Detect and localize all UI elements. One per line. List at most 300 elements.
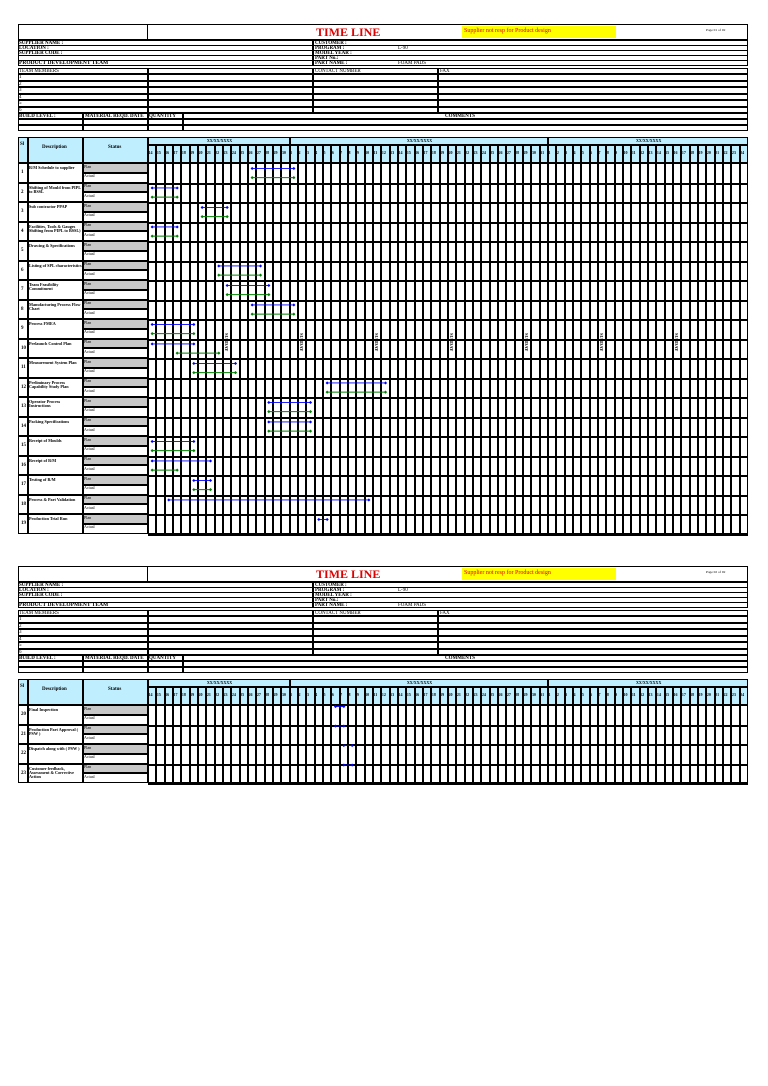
label-program: PROGRAM : [315, 587, 345, 593]
milestone-marker [234, 371, 237, 374]
milestone-marker [267, 410, 270, 413]
day-number: 22 [215, 692, 220, 697]
day-number: 30 [531, 150, 536, 155]
actual-label: Actual [84, 192, 95, 198]
day-number: 10 [623, 692, 628, 697]
milestone-marker [226, 284, 229, 287]
row-description: Final Inspection [29, 707, 58, 712]
milestone-marker [151, 469, 154, 472]
milestone-marker [267, 401, 270, 404]
milestone-marker [176, 186, 179, 189]
day-number: 28 [515, 692, 520, 697]
description-label: Description [42, 145, 67, 150]
day-number: 7 [340, 692, 343, 697]
label-part_no: PART No.: [315, 597, 339, 603]
milestone-marker [151, 225, 154, 228]
day-number: 5 [323, 692, 326, 697]
milestone-marker [384, 391, 387, 394]
plan-label: Plan [84, 280, 92, 286]
milestone-marker [226, 206, 229, 209]
row-description: Customer feedback, Assessment & Corrective Action [29, 765, 75, 779]
day-number: 17 [423, 150, 428, 155]
month-label: XX/XX/XXXX [206, 680, 233, 685]
day-number: 20 [198, 150, 203, 155]
build-level-label: BUILD LEVEL : [19, 655, 56, 661]
page-title: TIME LINE [316, 567, 381, 581]
day-number: 12 [381, 150, 386, 155]
milestone-marker [192, 479, 195, 482]
comments-label: COMMENTS [445, 655, 475, 661]
milestone-marker [192, 323, 195, 326]
milestone-marker [384, 381, 387, 384]
day-number: 13 [648, 692, 653, 697]
comments-label: COMMENTS [445, 113, 475, 119]
gantt-bars [0, 566, 768, 1086]
team-heading: PRODUCT DEVELOPMENT TEAM [19, 602, 109, 608]
row-description: Preliminary Process Capability Study Plan [29, 379, 69, 389]
sunday-label: SUNDAY [449, 333, 454, 352]
day-number: 2 [298, 150, 301, 155]
row-number: 15 [21, 443, 26, 448]
day-number: 20 [198, 692, 203, 697]
program-value: L-90 [398, 587, 408, 593]
day-number: 17 [681, 150, 686, 155]
row-number: 11 [21, 365, 26, 370]
day-number: 8 [606, 692, 609, 697]
day-number: 29 [273, 150, 278, 155]
day-number: 21 [206, 150, 211, 155]
row-description: Process FMEA [29, 321, 56, 326]
row-number: 2 [21, 189, 24, 195]
plan-label: Plan [84, 241, 92, 247]
actual-label: Actual [84, 309, 95, 315]
milestone-marker [334, 705, 337, 708]
day-number: 25 [240, 150, 245, 155]
status-label: Status [108, 687, 122, 692]
row-description: Receipt of R/M [29, 457, 57, 463]
quantity-label: QUANTITY [149, 655, 176, 661]
day-number: 20 [706, 150, 711, 155]
plan-label: Plan [84, 183, 92, 188]
day-number: 14 [148, 150, 153, 155]
day-number: 17 [173, 150, 178, 155]
plan-label: Plan [84, 319, 92, 325]
row-number: 14 [21, 423, 26, 429]
day-number: 22 [465, 692, 470, 697]
row-description: Manufacturing Process Flow Chart [29, 301, 81, 311]
day-number: 3 [306, 150, 309, 155]
actual-label: Actual [84, 251, 95, 257]
day-number: 2 [556, 692, 559, 697]
day-number: 30 [531, 692, 536, 697]
supplier-note: Supplier not resp for Product design [462, 568, 616, 580]
day-number: 20 [706, 692, 711, 697]
row-description: Sub contractor PPAP [29, 204, 68, 209]
contact-number-label: CONTACT NUMBER [315, 610, 361, 616]
month-label: XX/XX/XXXX [406, 138, 433, 143]
plan-label: Plan [84, 417, 92, 422]
milestone-marker [267, 284, 270, 287]
label-part_no: PART No.: [315, 55, 339, 61]
day-number: 8 [348, 150, 351, 155]
milestone-marker [251, 167, 254, 170]
day-number: 8 [606, 150, 609, 155]
milestone-marker [334, 724, 337, 727]
month-label: XX/XX/XXXX [636, 138, 662, 143]
milestone-marker [151, 440, 154, 443]
day-number: 17 [423, 692, 428, 697]
actual-label: Actual [84, 485, 95, 491]
plan-label: Plan [84, 300, 92, 305]
day-number: 18 [181, 692, 186, 697]
row-number: 4 [21, 228, 24, 234]
milestone-marker [151, 186, 154, 189]
milestone-marker [192, 332, 195, 335]
day-number: 15 [665, 692, 670, 697]
day-number: 16 [673, 692, 678, 697]
day-number: 13 [648, 150, 653, 155]
day-number: 27 [506, 692, 511, 697]
day-number: 17 [681, 692, 686, 697]
milestone-marker [192, 449, 195, 452]
team-members-label: TEAM MEMBERS [19, 68, 59, 74]
day-number: 21 [456, 692, 461, 697]
material-label: MATERIAL REQD. DATE [85, 655, 144, 661]
plan-label: Plan [84, 495, 92, 500]
day-number: 16 [415, 150, 420, 155]
sunday-label: SUNDAY [374, 333, 379, 352]
milestone-marker [292, 303, 295, 306]
actual-label: Actual [84, 524, 95, 530]
row-number: 13 [21, 404, 26, 409]
build-level-label: BUILD LEVEL : [19, 113, 56, 119]
actual-label: Actual [84, 734, 95, 740]
row-description: Operator Process Instructions [29, 399, 61, 409]
plan-label: Plan [84, 764, 92, 769]
row-number: 8 [21, 306, 24, 312]
plan-label: Plan [84, 163, 92, 169]
milestone-marker [192, 362, 195, 365]
milestone-marker [217, 274, 220, 277]
day-number: 19 [190, 150, 195, 155]
day-number: 23 [223, 692, 228, 697]
sunday-label: SUNDAY [299, 333, 304, 352]
row-description: R/M Schedule to supplier [29, 165, 75, 170]
actual-label: Actual [84, 754, 95, 760]
day-number: 11 [631, 692, 636, 697]
day-number: 28 [265, 150, 270, 155]
milestone-marker [217, 264, 220, 267]
row-description: Drawing & Specifications [29, 243, 75, 248]
day-number: 28 [515, 150, 520, 155]
day-number: 11 [373, 692, 378, 697]
day-number: 27 [506, 150, 511, 155]
actual-label: Actual [84, 329, 95, 335]
day-number: 25 [490, 150, 495, 155]
day-number: 15 [156, 692, 161, 697]
actual-label: Actual [84, 212, 95, 218]
milestone-marker [151, 196, 154, 199]
milestone-marker [201, 215, 204, 218]
row-description: Production Part Approval ( PSW ) [29, 726, 79, 736]
milestone-marker [292, 176, 295, 179]
team-row-number: 4 [19, 94, 22, 100]
milestone-marker [309, 420, 312, 423]
page-title: TIME LINE [316, 25, 381, 39]
milestone-marker [226, 293, 229, 296]
day-number: 14 [656, 150, 661, 155]
day-number: 19 [440, 150, 445, 155]
day-number: 18 [690, 150, 695, 155]
milestone-marker [309, 430, 312, 433]
day-number: 23 [731, 150, 736, 155]
day-number: 15 [665, 150, 670, 155]
plan-label: Plan [84, 514, 92, 520]
row-number: 1 [21, 170, 24, 175]
timeline-sheet-2 [0, 566, 768, 802]
milestone-marker [176, 196, 179, 199]
day-number: 1 [548, 692, 551, 697]
row-description: Testing of R/M [29, 477, 56, 482]
milestone-marker [251, 176, 254, 179]
day-number: 9 [356, 692, 359, 697]
day-number: 1 [548, 150, 551, 155]
row-number: 5 [21, 248, 24, 253]
label-supplier_code: SUPPLIER CODE : [19, 50, 63, 56]
day-number: 22 [215, 150, 220, 155]
plan-label: Plan [84, 222, 92, 227]
row-description: Prelaunch Control Plan [29, 340, 72, 346]
plan-label: Plan [84, 358, 92, 364]
milestone-marker [151, 342, 154, 345]
milestone-marker [234, 362, 237, 365]
day-number: 30 [281, 150, 286, 155]
milestone-marker [151, 459, 154, 462]
day-number: 15 [406, 150, 411, 155]
day-number: 3 [565, 150, 568, 155]
day-number: 24 [740, 692, 745, 697]
milestone-marker [342, 724, 345, 727]
day-number: 5 [581, 150, 584, 155]
milestone-marker [192, 488, 195, 491]
day-number: 6 [590, 150, 593, 155]
team-row-number: 4 [19, 636, 22, 642]
day-number: 9 [615, 692, 618, 697]
contact-number-label: CONTACT NUMBER [315, 68, 361, 74]
milestone-marker [342, 705, 345, 708]
program-value: L-90 [398, 45, 408, 51]
team-members-label: TEAM MEMBERS [19, 610, 59, 616]
day-number: 2 [298, 692, 301, 697]
day-number: 6 [331, 150, 334, 155]
plan-label: Plan [84, 397, 92, 403]
quantity-label: QUANTITY [149, 113, 176, 119]
day-number: 23 [223, 150, 228, 155]
day-number: 29 [523, 692, 528, 697]
day-number: 20 [448, 692, 453, 697]
milestone-marker [326, 391, 329, 394]
day-number: 28 [265, 692, 270, 697]
day-number: 12 [381, 692, 386, 697]
day-number: 4 [573, 150, 576, 155]
day-number: 26 [498, 692, 503, 697]
team-row-number: 2 [19, 623, 22, 629]
sunday-label: SUNDAY [674, 333, 679, 352]
day-number: 19 [698, 150, 703, 155]
label-model_year: MODEL YEAR : [315, 50, 352, 56]
day-number: 6 [590, 692, 593, 697]
row-number: 18 [21, 501, 26, 507]
plan-label: Plan [84, 261, 92, 266]
milestone-marker [251, 303, 254, 306]
team-heading: PRODUCT DEVELOPMENT TEAM [19, 60, 109, 66]
part-name-value: FOAM PADS [398, 602, 427, 608]
row-number: 12 [21, 384, 26, 390]
day-number: 3 [306, 692, 309, 697]
team-row-number: 6 [19, 649, 22, 655]
actual-label: Actual [84, 426, 95, 432]
plan-label: Plan [84, 378, 92, 383]
plan-label: Plan [84, 202, 92, 208]
label-supplier_code: SUPPLIER CODE : [19, 592, 63, 598]
day-number: 31 [540, 692, 545, 697]
team-row-number: 1 [19, 75, 22, 80]
day-number: 23 [473, 150, 478, 155]
milestone-marker [176, 469, 179, 472]
day-number: 27 [256, 692, 261, 697]
day-number: 4 [315, 150, 318, 155]
row-number: 21 [21, 731, 26, 737]
timeline-sheet-1 [0, 24, 768, 532]
label-customer: CUSTOMER : [315, 40, 347, 46]
plan-label: Plan [84, 339, 92, 344]
milestone-marker [309, 401, 312, 404]
label-part_name: PART NAME : [315, 60, 348, 66]
plan-label: Plan [84, 725, 92, 730]
day-number: 22 [723, 692, 728, 697]
day-number: 26 [248, 150, 253, 155]
day-number: 24 [481, 692, 486, 697]
milestone-marker [176, 225, 179, 228]
day-number: 3 [565, 692, 568, 697]
milestone-marker [351, 744, 354, 747]
day-number: 21 [715, 692, 720, 697]
day-number: 26 [248, 692, 253, 697]
day-number: 31 [540, 150, 545, 155]
day-number: 18 [431, 150, 436, 155]
milestone-marker [251, 313, 254, 316]
month-label: XX/XX/XXXX [206, 138, 233, 143]
day-number: 22 [723, 150, 728, 155]
milestone-marker [201, 206, 204, 209]
milestone-marker [317, 518, 320, 521]
row-description: Receipt of Moulds [29, 438, 62, 443]
gantt-bars [0, 24, 768, 544]
day-number: 14 [398, 692, 403, 697]
day-number: 13 [390, 150, 395, 155]
day-number: 24 [231, 150, 236, 155]
day-number: 5 [323, 150, 326, 155]
label-supplier_name: SUPPLIER NAME : [19, 40, 64, 46]
day-number: 20 [448, 150, 453, 155]
day-number: 18 [181, 150, 186, 155]
milestone-marker [351, 763, 354, 766]
description-label: Description [42, 687, 67, 692]
milestone-marker [267, 430, 270, 433]
day-number: 25 [490, 692, 495, 697]
day-number: 26 [498, 150, 503, 155]
actual-label: Actual [84, 773, 95, 779]
team-row-number: 6 [19, 107, 22, 113]
day-number: 8 [348, 692, 351, 697]
plan-label: Plan [84, 744, 92, 750]
sunday-label: SUNDAY [599, 333, 604, 352]
day-number: 14 [656, 692, 661, 697]
label-program: PROGRAM : [315, 45, 345, 51]
row-number: 23 [21, 770, 26, 776]
actual-label: Actual [84, 715, 95, 721]
actual-label: Actual [84, 465, 95, 471]
row-description: Packing Specifications [29, 418, 70, 424]
day-number: 1 [290, 692, 293, 697]
row-number: 22 [21, 751, 26, 756]
day-number: 1 [290, 150, 293, 155]
day-number: 21 [715, 150, 720, 155]
day-number: 5 [581, 692, 584, 697]
day-number: 7 [340, 150, 343, 155]
day-number: 19 [698, 692, 703, 697]
row-description: Listing of SPL characteristics [29, 262, 82, 268]
milestone-marker [192, 440, 195, 443]
label-location: LOCATION : [19, 45, 49, 51]
sl-label: Sl [20, 142, 25, 147]
sunday-label: SUNDAY [524, 333, 529, 352]
milestone-marker [151, 332, 154, 335]
day-number: 21 [206, 692, 211, 697]
day-number: 23 [731, 692, 736, 697]
day-number: 18 [690, 692, 695, 697]
day-number: 10 [365, 150, 370, 155]
day-number: 12 [640, 150, 645, 155]
label-model_year: MODEL YEAR : [315, 592, 352, 598]
team-row-number: 3 [19, 88, 22, 93]
team-row-number: 1 [19, 617, 22, 622]
day-number: 14 [398, 150, 403, 155]
actual-label: Actual [84, 270, 95, 276]
day-number: 22 [465, 150, 470, 155]
label-part_name: PART NAME : [315, 602, 348, 608]
row-description: Dispatch along with ( PSW ) [29, 746, 80, 751]
milestone-marker [226, 215, 229, 218]
row-description: Production Trial Run [29, 516, 68, 521]
day-number: 25 [240, 692, 245, 697]
day-number: 16 [673, 150, 678, 155]
team-row-number: 5 [19, 101, 22, 106]
day-number: 4 [573, 692, 576, 697]
milestone-marker [176, 235, 179, 238]
milestone-marker [209, 488, 212, 491]
actual-label: Actual [84, 173, 95, 179]
milestone-marker [342, 744, 345, 747]
actual-label: Actual [84, 348, 95, 354]
day-number: 7 [598, 692, 601, 697]
sl-label: Sl [20, 684, 25, 689]
row-number: 7 [21, 287, 24, 292]
day-number: 9 [615, 150, 618, 155]
day-number: 29 [273, 692, 278, 697]
day-number: 18 [431, 692, 436, 697]
row-description: Measurement System Plan [29, 360, 77, 365]
